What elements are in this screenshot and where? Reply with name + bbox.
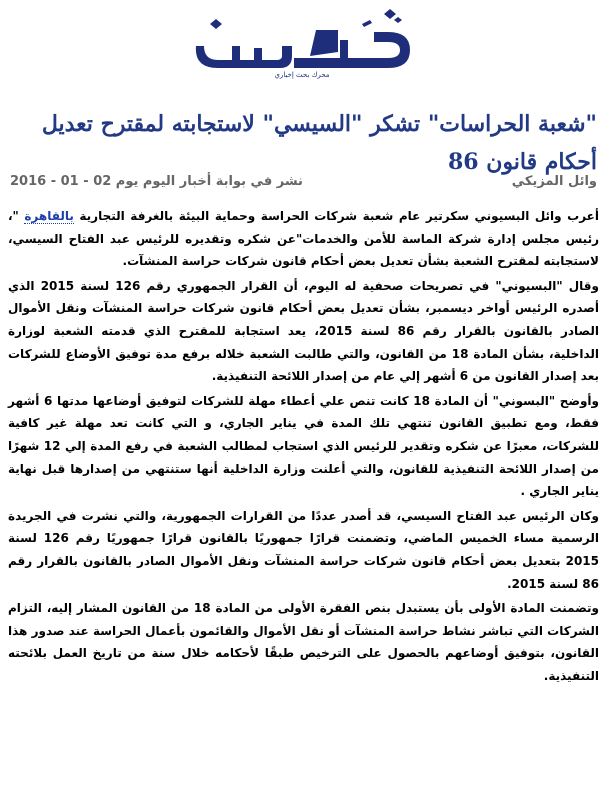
publish-info: نشر في بوابة أخبار اليوم يوم 02 - 01 - 2016	[10, 174, 303, 189]
egypt-map-icon	[310, 30, 338, 56]
paragraph-text: أعرب وائل البسيوني سكرتير عام شعبة شركات الحراسة وحماية البيئة بالغرفة التجارية	[73, 209, 599, 223]
article-meta	[10, 174, 597, 194]
article-paragraph: وقال "البسيوني" في تصريحات صحفية له اليوم، أن القرار الجمهوري رقم 126 لسنة 2015 الذي أصدره الرئيس أواخر ديسمبر، بشأن تعديل بعض أحكام قانون شركات حراسة المنشآت ونقل الأموال الصادر بالقانون بالقرار رقم 86 لسنة 2015، يعد استجابة للمقترح الذي قدمته الشعبة لوزارة الداخلية، بشأن المادة 18 من القانون، والتي طالبت الشعبة خلاله برفع مدة توفيق الأوضاع للشركات بعد إصدار القانون من 6 أشهر إلي عام من إصدار اللائحة التنفيذية.	[8, 278, 599, 384]
cairo-link[interactable]: بالقاهرة	[24, 209, 74, 223]
author-name[interactable]: وائل المزيكي	[511, 174, 597, 189]
article-paragraph: وكان الرئيس عبد الفتاح السيسي، قد أصدر عددًا من القرارات الجمهورية، والتي نشرت في الجريدة الرسمية مساء الخميس الماضي، وتضمنت قرارًا جمهوريًا بالقانون قرارًا جمهوريًا رقم 126 لسنة 2015 بتعديل بعض أحكام قانون شركات حراسة المنشآت ونقل الأموال الصادر بالقانون بالقرار رقم 86 لسنة 2015.	[8, 508, 599, 591]
paragraph-text: "، رئيس مجلس إدارة شركة الماسة للأمن والخدمات"عن شكره وتقديره للرئيس عبد الفتاح السيسي، لاستجابته لمقترح الشعبة بشأن تعديل بعض أحكام قانون شركات حراسة المنشآت.	[8, 209, 599, 269]
article-paragraph: وأوضح "البسوني" أن المادة 18 كانت تنص علي أعطاء مهلة للشركات لتوفيق أوضاعها مدتها 6 أشهر فقط، ومع تطبيق القانون تنتهي تلك المدة في يناير الجاري، و التي كانت تعد مهلة غير كافية للشركات، معبرًا عن شكره وتقدير للرئيس الذي استجاب لمطالب الشعبة في رفع المدة إلي 12 شهرًا من إصدار اللائحة التنفيذية للقانون، والتي أعلنت وزارة الداخلية أنها ستنتهي من إصدارها قبل نهاية يناير الجاري .	[8, 393, 600, 499]
article-paragraph: وتضمنت المادة الأولى بأن يستبدل بنص الفقرة الأولى من المادة 18 من القانون المشار إليه، التزام الشركات التي تباشر نشاط حراسة المنشآت أو نقل الأموال والقائمون بأعمال الحراسة عند صدور هذا القانون، بتوفيق أوضاعهم بالحصول على الترخيص طبقًا لأحكامه خلال سنة من تاريخ العمل بلائحته التنفيذية.	[8, 601, 599, 683]
logo-tagline: محرك بحث إخباري	[274, 71, 330, 79]
article-body	[8, 205, 599, 689]
article-headline: "شعبة الحراسات" تشكر "السيسي" لاستجابته لمقترح تعديل أحكام قانون 86	[41, 110, 597, 175]
article-paragraph	[8, 205, 599, 273]
